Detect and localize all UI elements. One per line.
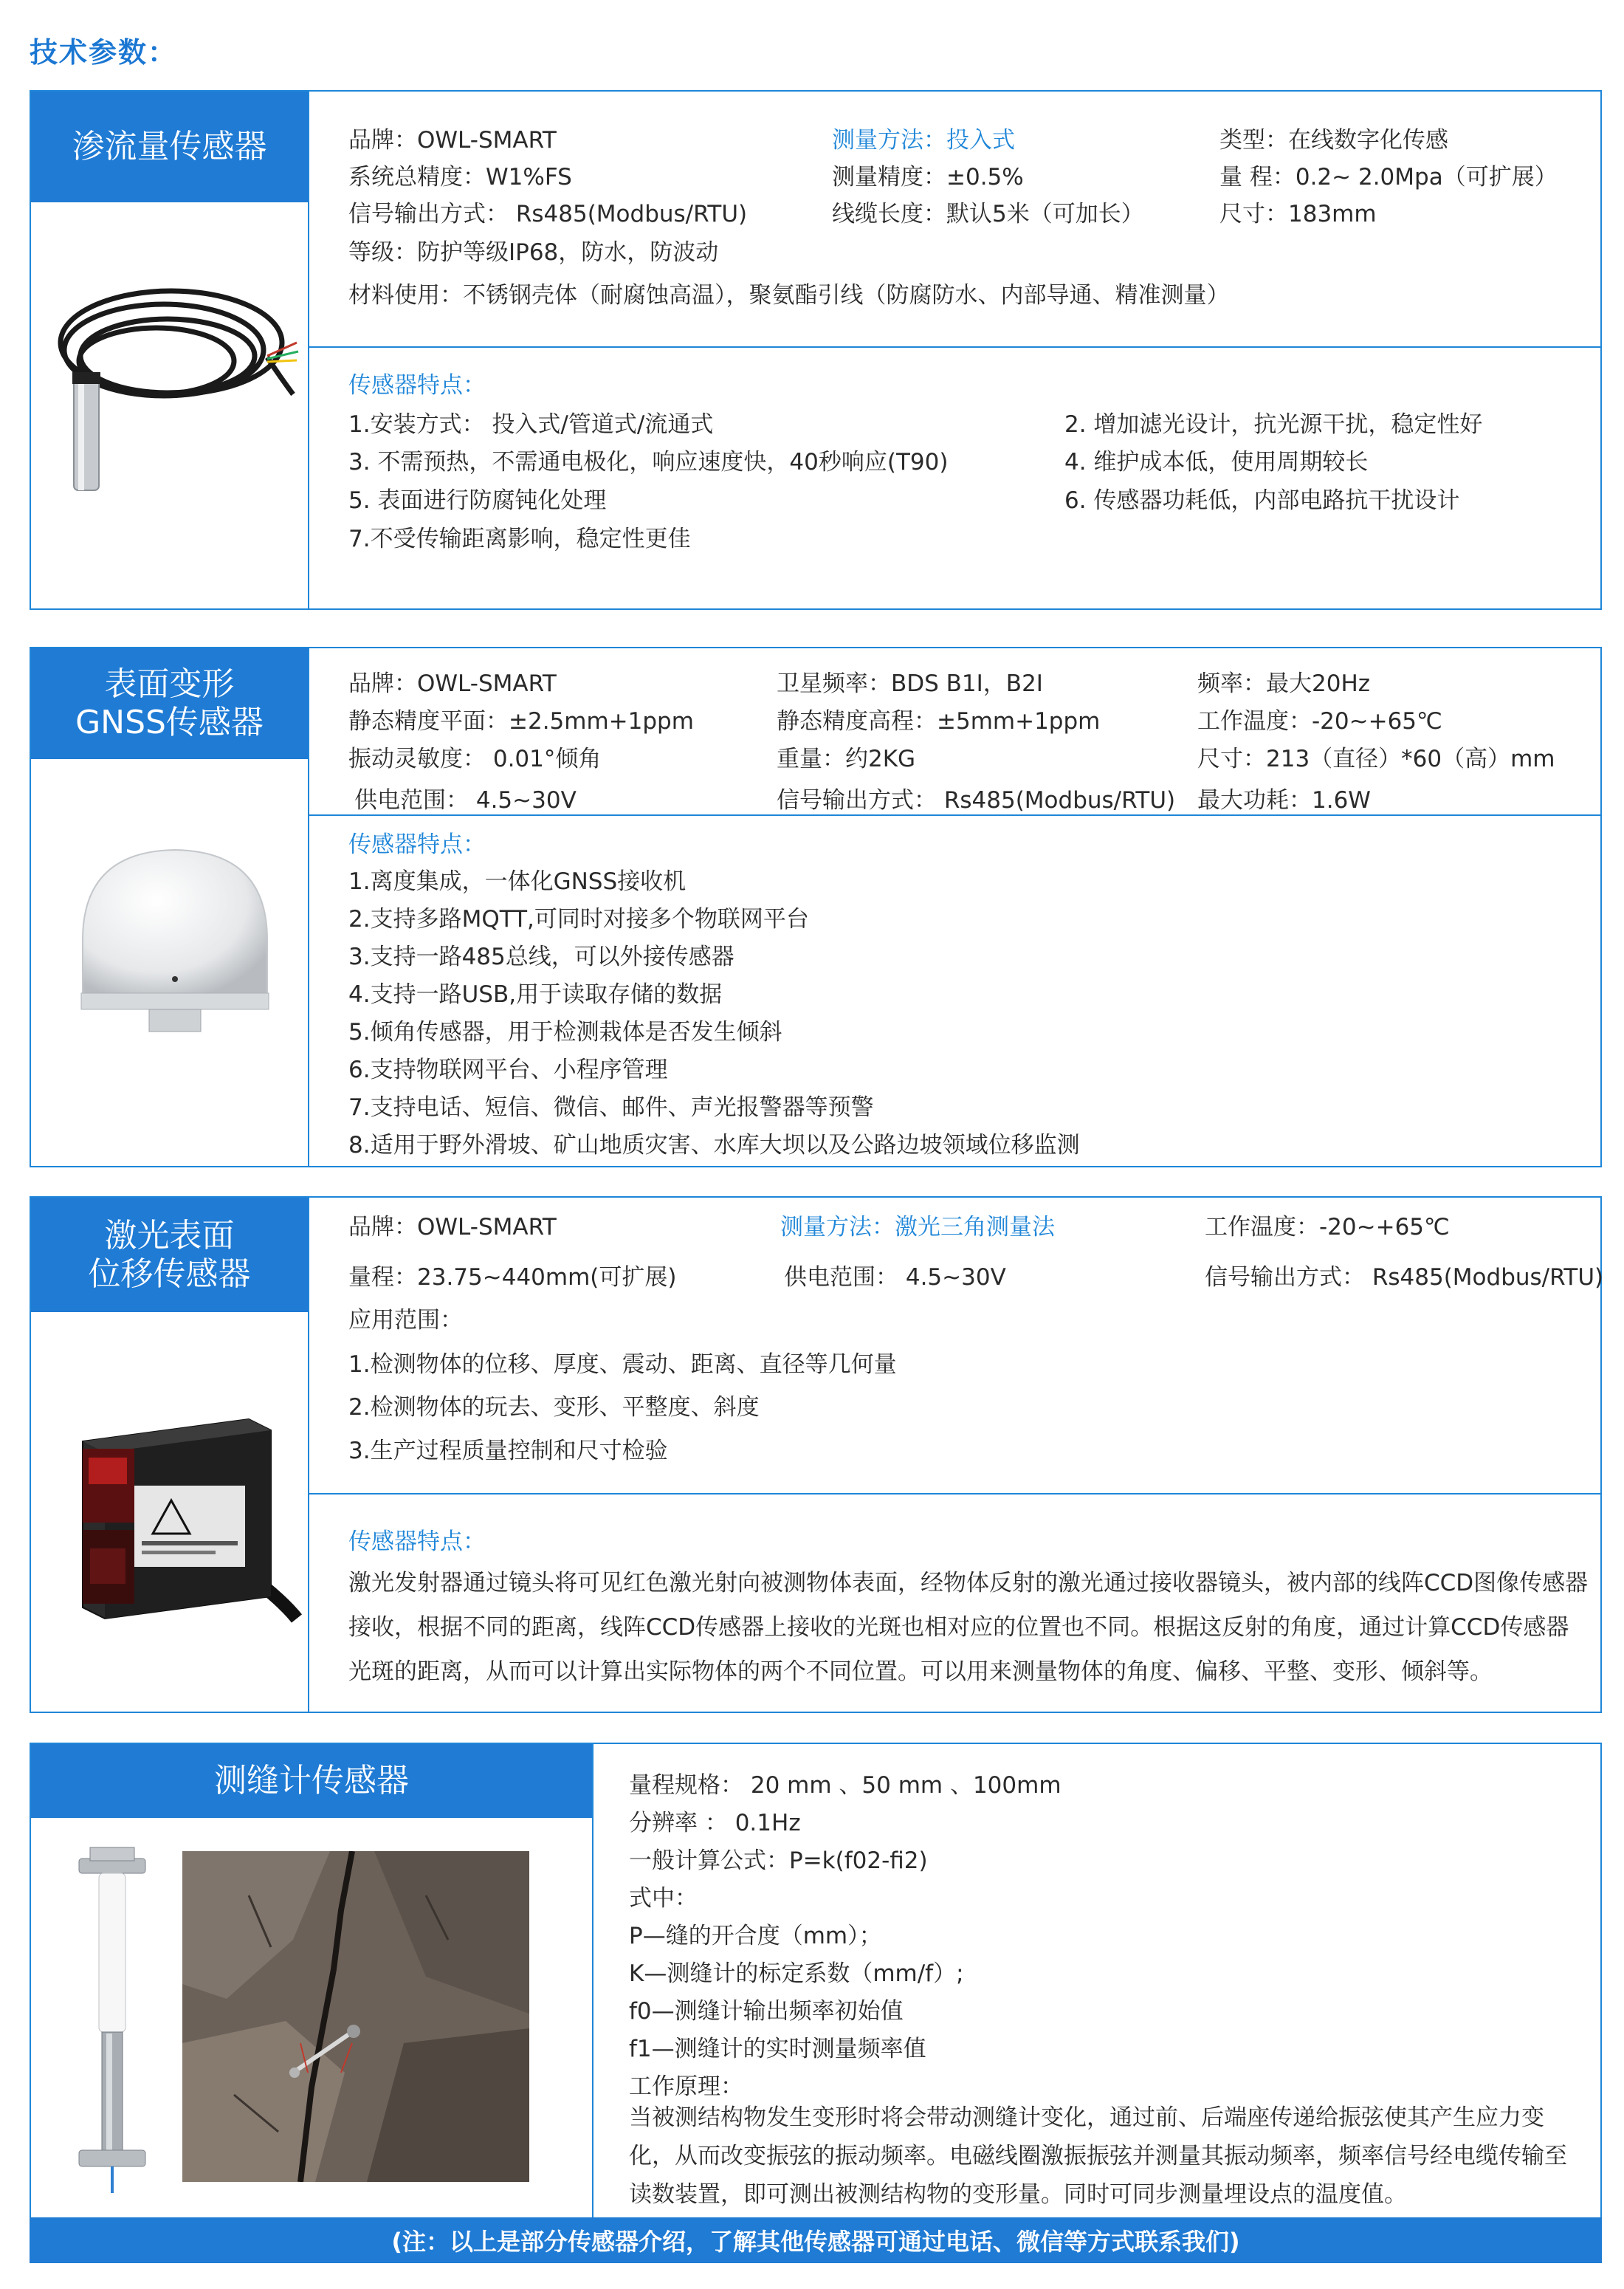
param-type: 类型：在线数字化传感	[1219, 127, 1448, 154]
principle-paragraph: 当被测结构物发生变形时将会带动测缝计变化，通过前、后端座传递给振弦使其产生应力变化，从而改变振弦的振动频率。电磁线圈激振振弦并测量其振动频率，频率信号经电缆传输至读数装置，即可测出被测结构物的变形量。同时可同步测量埋设点的温度值。	[629, 2104, 1567, 2208]
spec-line: K—测缝计的标定系数（mm/f）;	[629, 1960, 964, 1987]
param-power-range: 供电范围： 4.5~30V	[354, 787, 577, 814]
app-item: 2.检测物体的玩去、变形、平整度、斜度	[348, 1394, 760, 1421]
page-title: 技术参数：	[30, 36, 178, 69]
feature-item: 2. 增加滤光设计，抗光源干扰，稳定性好	[1064, 411, 1483, 438]
section-seepage	[30, 90, 1602, 610]
param-cable: 线缆长度：默认5米（可加长）	[832, 201, 1144, 227]
param-brand: 品牌：OWL-SMART	[348, 1214, 557, 1240]
app-item: 1.检测物体的位移、厚度、震动、距离、直径等几何量	[348, 1351, 897, 1378]
spec-line: f0—测缝计输出频率初始值	[629, 1998, 904, 2025]
param-grade: 等级：防护等级IP68，防水，防波动	[348, 239, 719, 266]
param-elevation-accuracy: 静态精度高程：±5mm+1ppm	[777, 708, 1101, 735]
param-brand: 品牌：OWL-SMART	[348, 127, 557, 154]
section-title: 渗流量传感器	[31, 92, 308, 202]
param-satellite: 卫星频率：BDS B1I，B2I	[777, 670, 1043, 697]
param-size: 尺寸：183mm	[1219, 201, 1377, 227]
crackmeter-image	[68, 1840, 156, 2194]
param-method: 测量方法：激光三角测量法	[780, 1214, 1055, 1240]
feature-item: 7.支持电话、短信、微信、邮件、声光报警器等预警	[348, 1094, 874, 1121]
spec-line: f1—测缝计的实时测量频率值	[629, 2036, 926, 2062]
param-max-power: 最大功耗：1.6W	[1197, 787, 1371, 814]
feature-item: 4. 维护成本低，使用周期较长	[1064, 449, 1369, 476]
app-title: 应用范围：	[348, 1307, 463, 1334]
laser-sensor-image	[61, 1397, 304, 1641]
param-plane-accuracy: 静态精度平面：±2.5mm+1ppm	[348, 708, 694, 735]
spec-line: 式中：	[629, 1885, 698, 1912]
spec-line: 量程规格： 20 mm 、50 mm 、100mm	[629, 1772, 1062, 1799]
section-gnss	[30, 647, 1602, 1167]
param-output: 信号输出方式： Rs485(Modbus/RTU)	[348, 201, 748, 227]
feature-item: 3. 不需预热，不需通电极化，响应速度快，40秒响应(T90)	[348, 449, 949, 476]
crackmeter-installed-photo	[182, 1851, 529, 2182]
feature-item: 8.适用于野外滑坡、矿山地质灾害、水库大坝以及公路边坡领域位移监测	[348, 1132, 1080, 1159]
section-title	[31, 1198, 308, 1312]
param-method: 测量方法：投入式	[832, 127, 1015, 154]
feature-item: 6. 传感器功耗低，内部电路抗干扰设计	[1064, 487, 1460, 514]
param-total-accuracy: 系统总精度：W1%FS	[348, 164, 572, 191]
spec-line: 一般计算公式：P=k(f02-fi2)	[629, 1847, 928, 1874]
feature-item: 1.安装方式： 投入式/管道式/流通式	[348, 411, 714, 438]
section-title-line: 表面变形	[104, 665, 235, 703]
spec-line: P—缝的开合度（mm）；	[629, 1923, 882, 1949]
app-item: 3.生产过程质量控制和尺寸检验	[348, 1438, 668, 1464]
param-range: 量 程：0.2~ 2.0Mpa（可扩展）	[1219, 164, 1558, 191]
section-title	[31, 648, 308, 759]
section-crackmeter	[30, 1743, 1602, 2219]
param-material: 材料使用：不锈钢壳体（耐腐蚀高温），聚氨酯引线（防腐防水、内部导通、精准测量）	[348, 282, 1230, 309]
feature-item: 2.支持多路MQTT,可同时对接多个物联网平台	[348, 906, 809, 933]
feature-item: 1.离度集成，一体化GNSS接收机	[348, 868, 687, 895]
spec-line: 工作原理：	[629, 2073, 743, 2100]
footer-note: (注：以上是部分传感器介绍，了解其他传感器可通过电话、微信等方式联系我们)	[30, 2217, 1602, 2263]
feature-item: 5. 表面进行防腐钝化处理	[348, 487, 607, 514]
param-frequency: 频率：最大20Hz	[1197, 670, 1371, 697]
gnss-sensor-image	[61, 829, 289, 1051]
features-title: 传感器特点：	[348, 1528, 486, 1555]
feature-item: 6.支持物联网平台、小程序管理	[348, 1057, 668, 1083]
param-output: 信号输出方式： Rs485(Modbus/RTU)	[1205, 1264, 1604, 1291]
param-accuracy: 测量精度：±0.5%	[832, 164, 1024, 191]
param-power-range: 供电范围： 4.5~30V	[784, 1264, 1006, 1291]
section-laser	[30, 1196, 1602, 1713]
section-title-line: 位移传感器	[88, 1255, 251, 1293]
param-temperature: 工作温度：-20~+65℃	[1205, 1214, 1450, 1240]
feature-paragraph: 激光发射器通过镜头将可见红色激光射向被测物体表面，经物体反射的激光通过接收器镜头，被内部的线阵CCD图像传感器接收，根据不同的距离，线阵CCD传感器上接收的光斑也相对应的位置也不同。根据这反射的角度，通过计算CCD传感器光斑的距离，从而可以计算出实际物体的两个不同位置。可以用来测量物体的角度、偏移、平整、变形、倾斜等。	[348, 1570, 1589, 1685]
param-range: 量程：23.75~440mm(可扩展)	[348, 1264, 677, 1291]
param-brand: 品牌：OWL-SMART	[348, 670, 557, 697]
feature-item: 3.支持一路485总线，可以外接传感器	[348, 944, 734, 970]
param-output: 信号输出方式： Rs485(Modbus/RTU)	[777, 787, 1176, 814]
feature-item: 4.支持一路USB,用于读取存储的数据	[348, 981, 723, 1008]
features-title: 传感器特点：	[348, 831, 486, 858]
seepage-sensor-image	[46, 269, 304, 505]
feature-item: 5.倾角传感器，用于检测栽体是否发生倾斜	[348, 1019, 782, 1046]
section-title-line: GNSS传感器	[75, 704, 264, 741]
param-size: 尺寸：213（直径）*60（高）mm	[1197, 746, 1555, 772]
param-vibration: 振动灵敏度： 0.01°倾角	[348, 746, 602, 772]
section-title: 测缝计传感器	[31, 1744, 592, 1818]
section-title-line: 激光表面	[104, 1216, 235, 1255]
spec-line: 分辨率 ： 0.1Hz	[629, 1810, 801, 1836]
param-weight: 重量：约2KG	[777, 746, 916, 772]
feature-item: 7.不受传输距离影响，稳定性更佳	[348, 526, 691, 552]
features-title: 传感器特点：	[348, 372, 486, 399]
param-temperature: 工作温度：-20~+65℃	[1197, 708, 1442, 735]
